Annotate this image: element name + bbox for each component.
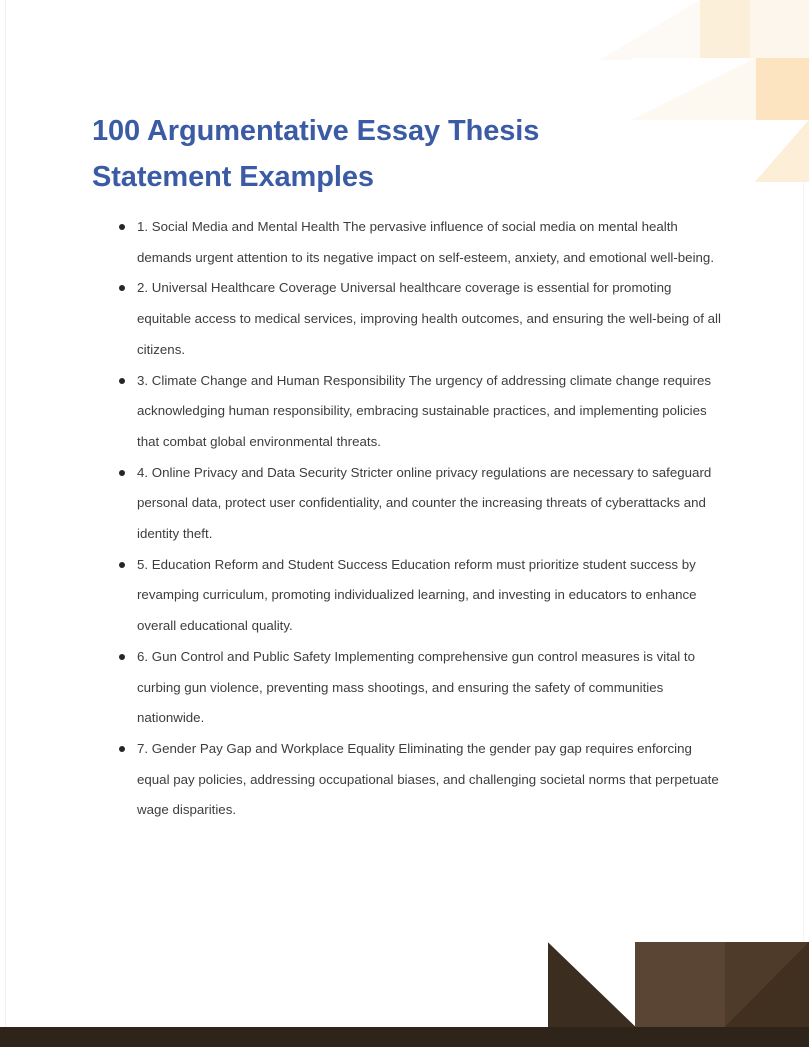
- list-item: [92, 458, 722, 550]
- bullet-icon: [119, 224, 125, 230]
- bottom-right-decoration: [0, 937, 809, 1027]
- deco-rect-medium-brown: [635, 942, 725, 1027]
- page-frame-left-line: [5, 0, 6, 1027]
- list-item: [92, 366, 722, 458]
- bullet-icon: [119, 378, 125, 384]
- bullet-icon: [119, 746, 125, 752]
- bullet-icon: [119, 562, 125, 568]
- list-item-text: 6. Gun Control and Public Safety Implementing comprehensive gun control measures is vital to curbing gun violence, preventing mass shootings, and ensuring the safety of communities nationwide.: [137, 648, 696, 726]
- bullet-icon: [119, 654, 125, 660]
- list-item: [92, 273, 722, 365]
- list-item-text: 7. Gender Pay Gap and Workplace Equality Eliminating the gender pay gap requires enforcing equal pay policies, addressing occupational biases, and challenging societal norms that perpetuate wage disparities.: [137, 740, 719, 818]
- deco-wedge-top: [600, 0, 700, 60]
- deco-triangle-dark-brown: [548, 942, 636, 1027]
- list-item: [92, 734, 722, 826]
- page-title: 100 Argumentative Essay Thesis Statement Examples: [92, 115, 540, 193]
- list-item: [92, 212, 722, 273]
- deco-block-orange: [755, 58, 809, 120]
- list-item-text: 5. Education Reform and Student Success Education reform must prioritize student success by revamping curriculum, promoting individualized learning, and investing in educators to enhance overall educational quality.: [137, 556, 697, 634]
- deco-rect-dark-brown: [725, 942, 809, 1027]
- page-frame-right-line: [803, 0, 804, 1027]
- bottom-bar: [0, 1027, 809, 1047]
- bullet-icon: [119, 285, 125, 291]
- list-item: [92, 550, 722, 642]
- deco-block-light-orange: [755, 120, 809, 182]
- list-item: [92, 642, 722, 734]
- list-item-text: 4. Online Privacy and Data Security Stricter online privacy regulations are necessary to safeguard personal data, protect user confidentiality, and counter the increasing threats of cyberattacks and identity theft.: [137, 464, 712, 542]
- deco-wedge-bottom: [755, 120, 809, 182]
- document-content: [92, 108, 722, 826]
- bullet-icon: [119, 470, 125, 476]
- list-item-text: 2. Universal Healthcare Coverage Universal healthcare coverage is essential for promoting equitable access to medical services, improving health outcomes, and ensuring the well-being of all citizens.: [137, 280, 721, 357]
- list-item-text: 1. Social Media and Mental Health The pervasive influence of social media on mental health demands urgent attention to its negative impact on self-esteem, anxiety, and emotional well-being.: [137, 219, 715, 265]
- thesis-statement-list: [92, 212, 722, 826]
- deco-block-cream: [690, 0, 750, 58]
- deco-block-pale-wide: [632, 0, 809, 58]
- list-item-text: 3. Climate Change and Human Responsibility The urgency of addressing climate change requires acknowledging human responsibility, embracing sustainable practices, and implementing policies that combat global environmental threats.: [137, 372, 712, 449]
- deco-triangle-shade: [725, 942, 809, 1027]
